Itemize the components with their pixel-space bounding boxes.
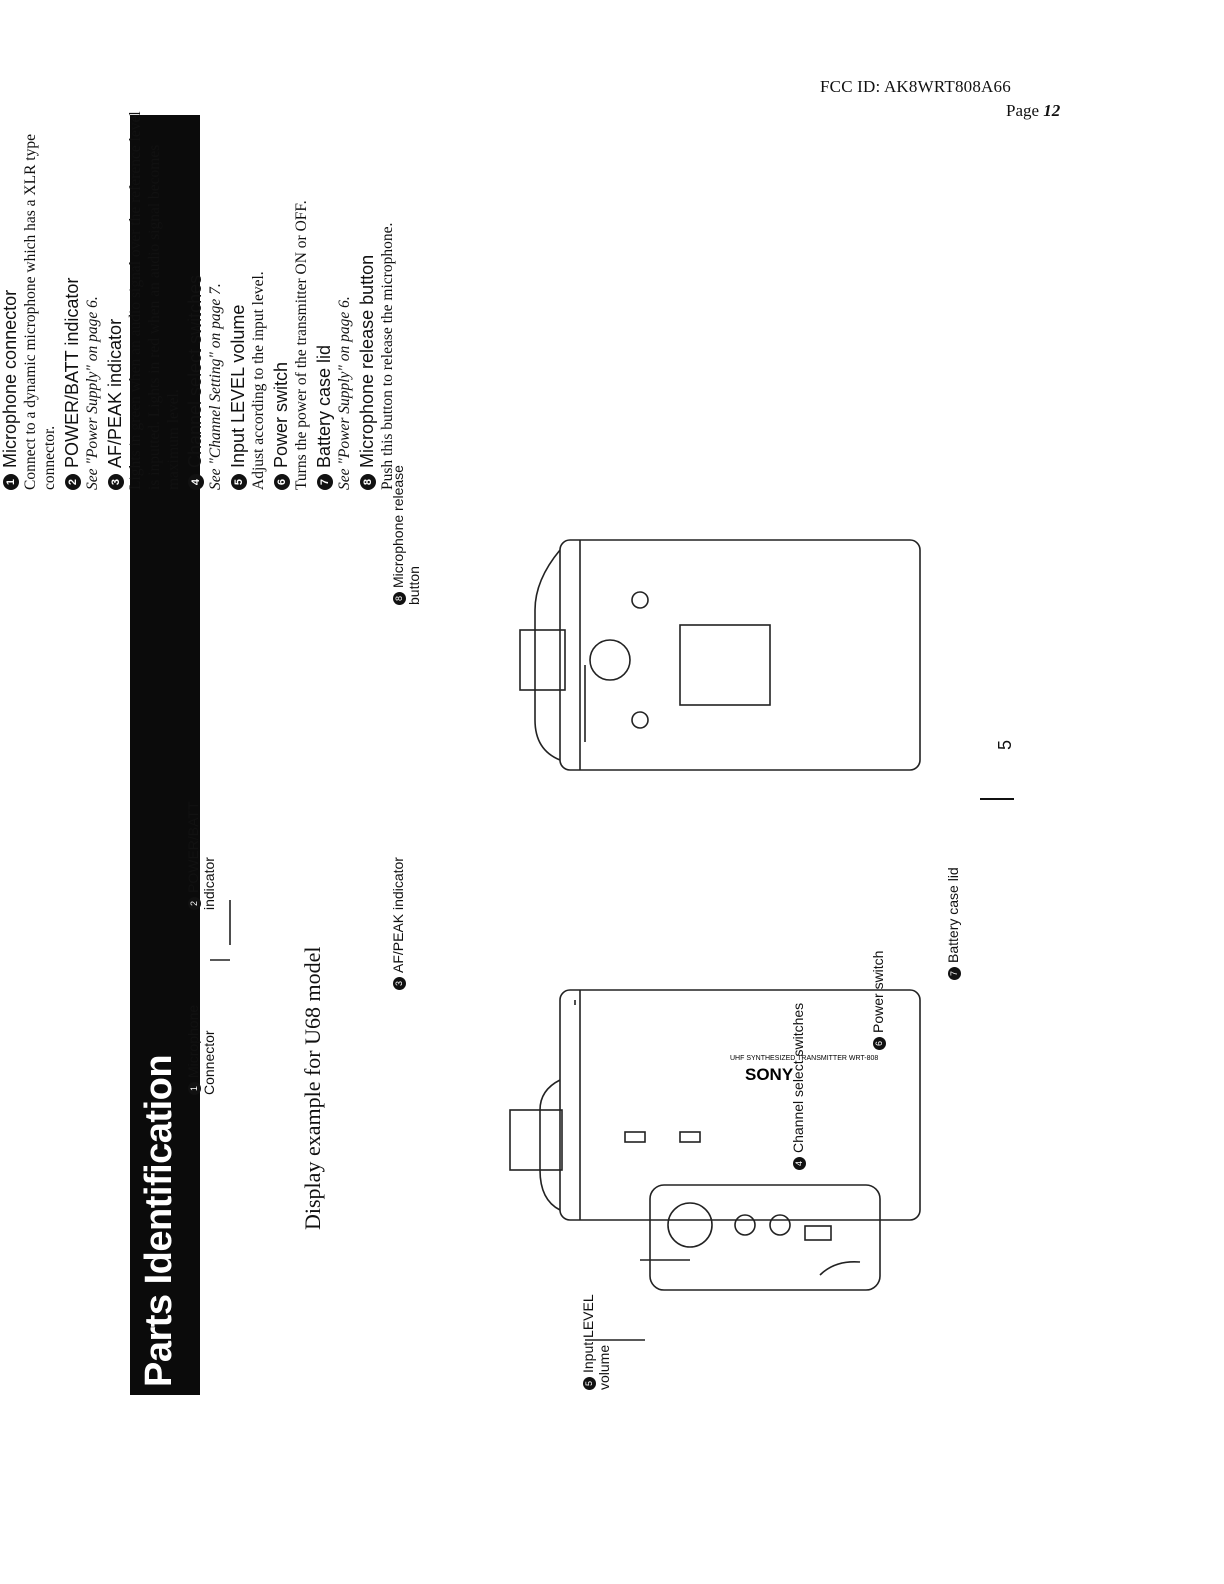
front-connector xyxy=(510,1110,562,1170)
brand-logo: SONY xyxy=(745,1065,794,1084)
desc-item: 2 POWER/BATT indicator See "Power Supply" on page 6. xyxy=(62,277,101,490)
channel-dial-2 xyxy=(770,1215,790,1235)
desc-item: 4 Channel select switches See "Channel Setting" on page 7. xyxy=(185,274,224,490)
desc-item: 7 Battery case lid See "Power Supply" on page 6. xyxy=(314,296,353,490)
back-label-window xyxy=(680,625,770,705)
page-value: 12 xyxy=(1043,101,1061,120)
back-body xyxy=(560,540,920,770)
fcc-id: FCC ID: AK8WRT808A66 xyxy=(820,77,1011,96)
label-power-switch: 6Power switch xyxy=(870,900,886,1050)
screw-left xyxy=(632,712,648,728)
label-mic-connector: 1Microphone Connector xyxy=(185,1004,217,1095)
label-channel-select: 4Channel select switches xyxy=(790,970,806,1170)
desc-item: 1 Microphone connector Connect to a dynamic microphone which has a XLR type connector. xyxy=(0,134,58,490)
model-text: UHF SYNTHESIZED TRANSMITTER WRT-808 xyxy=(730,1055,879,1062)
figure-caption: Display example for U68 model xyxy=(300,946,325,1230)
page-number: 5 xyxy=(995,739,1015,750)
desc-item: 3 AF/PEAK indicator Lights in green when an audio signal over the reference level is inputted. Lights in red when an audio signal becomes maximum level. xyxy=(105,111,182,490)
level-knob xyxy=(668,1203,712,1247)
channel-dial-1 xyxy=(735,1215,755,1235)
label-mic-release: 8Microphone release button xyxy=(390,465,422,605)
label-battery-lid: 7Battery case lid xyxy=(945,830,961,980)
screw-right xyxy=(632,592,648,608)
label-power-batt: 2POWER/BATT indicator xyxy=(185,801,217,910)
page-number-rule xyxy=(980,798,1014,800)
label-af-peak: 3AF/PEAK indicator xyxy=(390,850,406,990)
power-slide xyxy=(805,1226,831,1240)
back-connector xyxy=(520,630,565,690)
label-input-level: 5Input LEVEL volume xyxy=(580,1294,612,1390)
rotated-content xyxy=(0,110,1015,1410)
power-batt-led xyxy=(625,1132,645,1142)
lock-latch xyxy=(820,1262,860,1275)
back-cap xyxy=(535,550,560,760)
front-cap xyxy=(540,1080,560,1210)
release-button xyxy=(590,640,630,680)
desc-item: 8 Microphone release button Push this button to release the microphone. xyxy=(357,222,396,490)
desc-item: 5 Input LEVEL volume Adjust according to the input level. xyxy=(228,271,267,490)
desc-item: 6 Power switch Turns the power of the transmitter ON or OFF. xyxy=(271,200,310,490)
page-label: Page xyxy=(1006,101,1040,120)
control-panel xyxy=(650,1185,880,1290)
page-title: Parts Identification xyxy=(138,1054,180,1387)
page-indicator xyxy=(1006,101,1060,121)
af-peak-led xyxy=(680,1132,700,1142)
